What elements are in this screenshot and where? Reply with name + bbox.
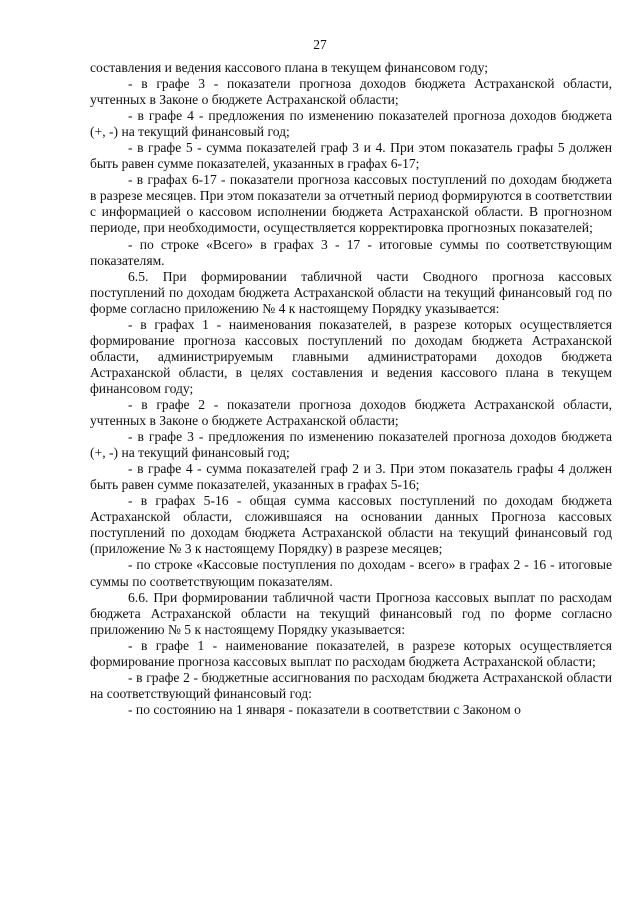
section-6-5-paragraph: 6.5. При формировании табличной части Сводного прогноза кассовых поступлений по доходам бюджета Астраханской области на текущий финансовый год по форме согласно приложению № 4 к настоящему Порядку указывается:: [90, 268, 612, 316]
list-item-column-4: - в графе 4 - сумма показателей граф 2 и 3. При этом показатель графы 4 должен быть равен сумме показателей, указанных в графах 5-16;: [90, 461, 612, 493]
list-item-january-state: - по состоянию на 1 января - показатели в соответствии с Законом о: [128, 701, 521, 717]
list-item-column-4: - в графе 4 - предложения по изменению показателей прогноза доходов бюджета (+, -) на текущий финансовый год;: [90, 108, 612, 140]
list-item-column-5: - в графе 5 - сумма показателей граф 3 и 4. При этом показатель графы 5 должен быть равен сумме показателей, указанных в графах 6-17;: [90, 140, 612, 172]
list-item-receipts-row: - по строке «Кассовые поступления по доходам - всего» в графах 2 - 16 - итоговые суммы по соответствующим показателям.: [90, 557, 612, 589]
section-6-6-paragraph: 6.6. При формировании табличной части Прогноза кассовых выплат по расходам бюджета Астраханской области на текущий финансовый год по форме согласно приложению № 5 к настоящему Порядку указывается:: [90, 589, 612, 637]
list-item-column-3: - в графе 3 - предложения по изменению показателей прогноза доходов бюджета (+, -) на текущий финансовый год;: [90, 429, 612, 461]
document-body: [90, 60, 612, 718]
list-item-column-3: - в графе 3 - показатели прогноза доходов бюджета Астраханской области, учтенных в Законе о бюджете Астраханской области;: [90, 76, 612, 108]
list-item-column-2: - в графе 2 - бюджетные ассигнования по расходам бюджета Астраханской области на соответствующий финансовый год:: [90, 669, 612, 701]
page-number: 27: [313, 37, 327, 52]
list-item-column-1: - в графе 1 - наименование показателей, в разрезе которых осуществляется формирование прогноза кассовых выплат по расходам бюджета Астраханской области;: [90, 637, 612, 669]
list-item-column-2: - в графе 2 - показатели прогноза доходов бюджета Астраханской области, учтенных в Законе о бюджете Астраханской области;: [90, 396, 612, 429]
paragraph-continuation: составления и ведения кассового плана в текущем финансовом году;: [90, 60, 489, 75]
list-item-columns-5-16: - в графах 5-16 - общая сумма кассовых поступлений по доходам бюджета Астраханской области, сложившаяся на основании данных Прогноза кассовых поступлений по доходам бюджета Астраханской области на текущий финансовый год (приложение № 3 к настоящему Порядку) в разрезе месяцев;: [90, 493, 612, 557]
list-item-total-row: - по строке «Всего» в графах 3 - 17 - итоговые суммы по соответствующим показателям.: [90, 236, 612, 268]
list-item-columns-6-17: - в графах 6-17 - показатели прогноза кассовых поступлений по доходам бюджета в разрезе месяцев. При этом показатели за отчетный период формируются в соответствии с информацией о кассовом исполнении бюджета Астраханской области. В прогнозном периоде, при необходимости, осуществляется корректировка прогнозных показателей;: [90, 172, 612, 236]
list-item-column-1: - в графах 1 - наименования показателей, в разрезе которых осуществляется формирование прогноза кассовых поступлений по доходам бюджета Астраханской области, администрируемым главными администраторами доходов бюджета Астраханской области, в целях составления и ведения кассового плана в текущем финансовом году;: [90, 316, 612, 396]
